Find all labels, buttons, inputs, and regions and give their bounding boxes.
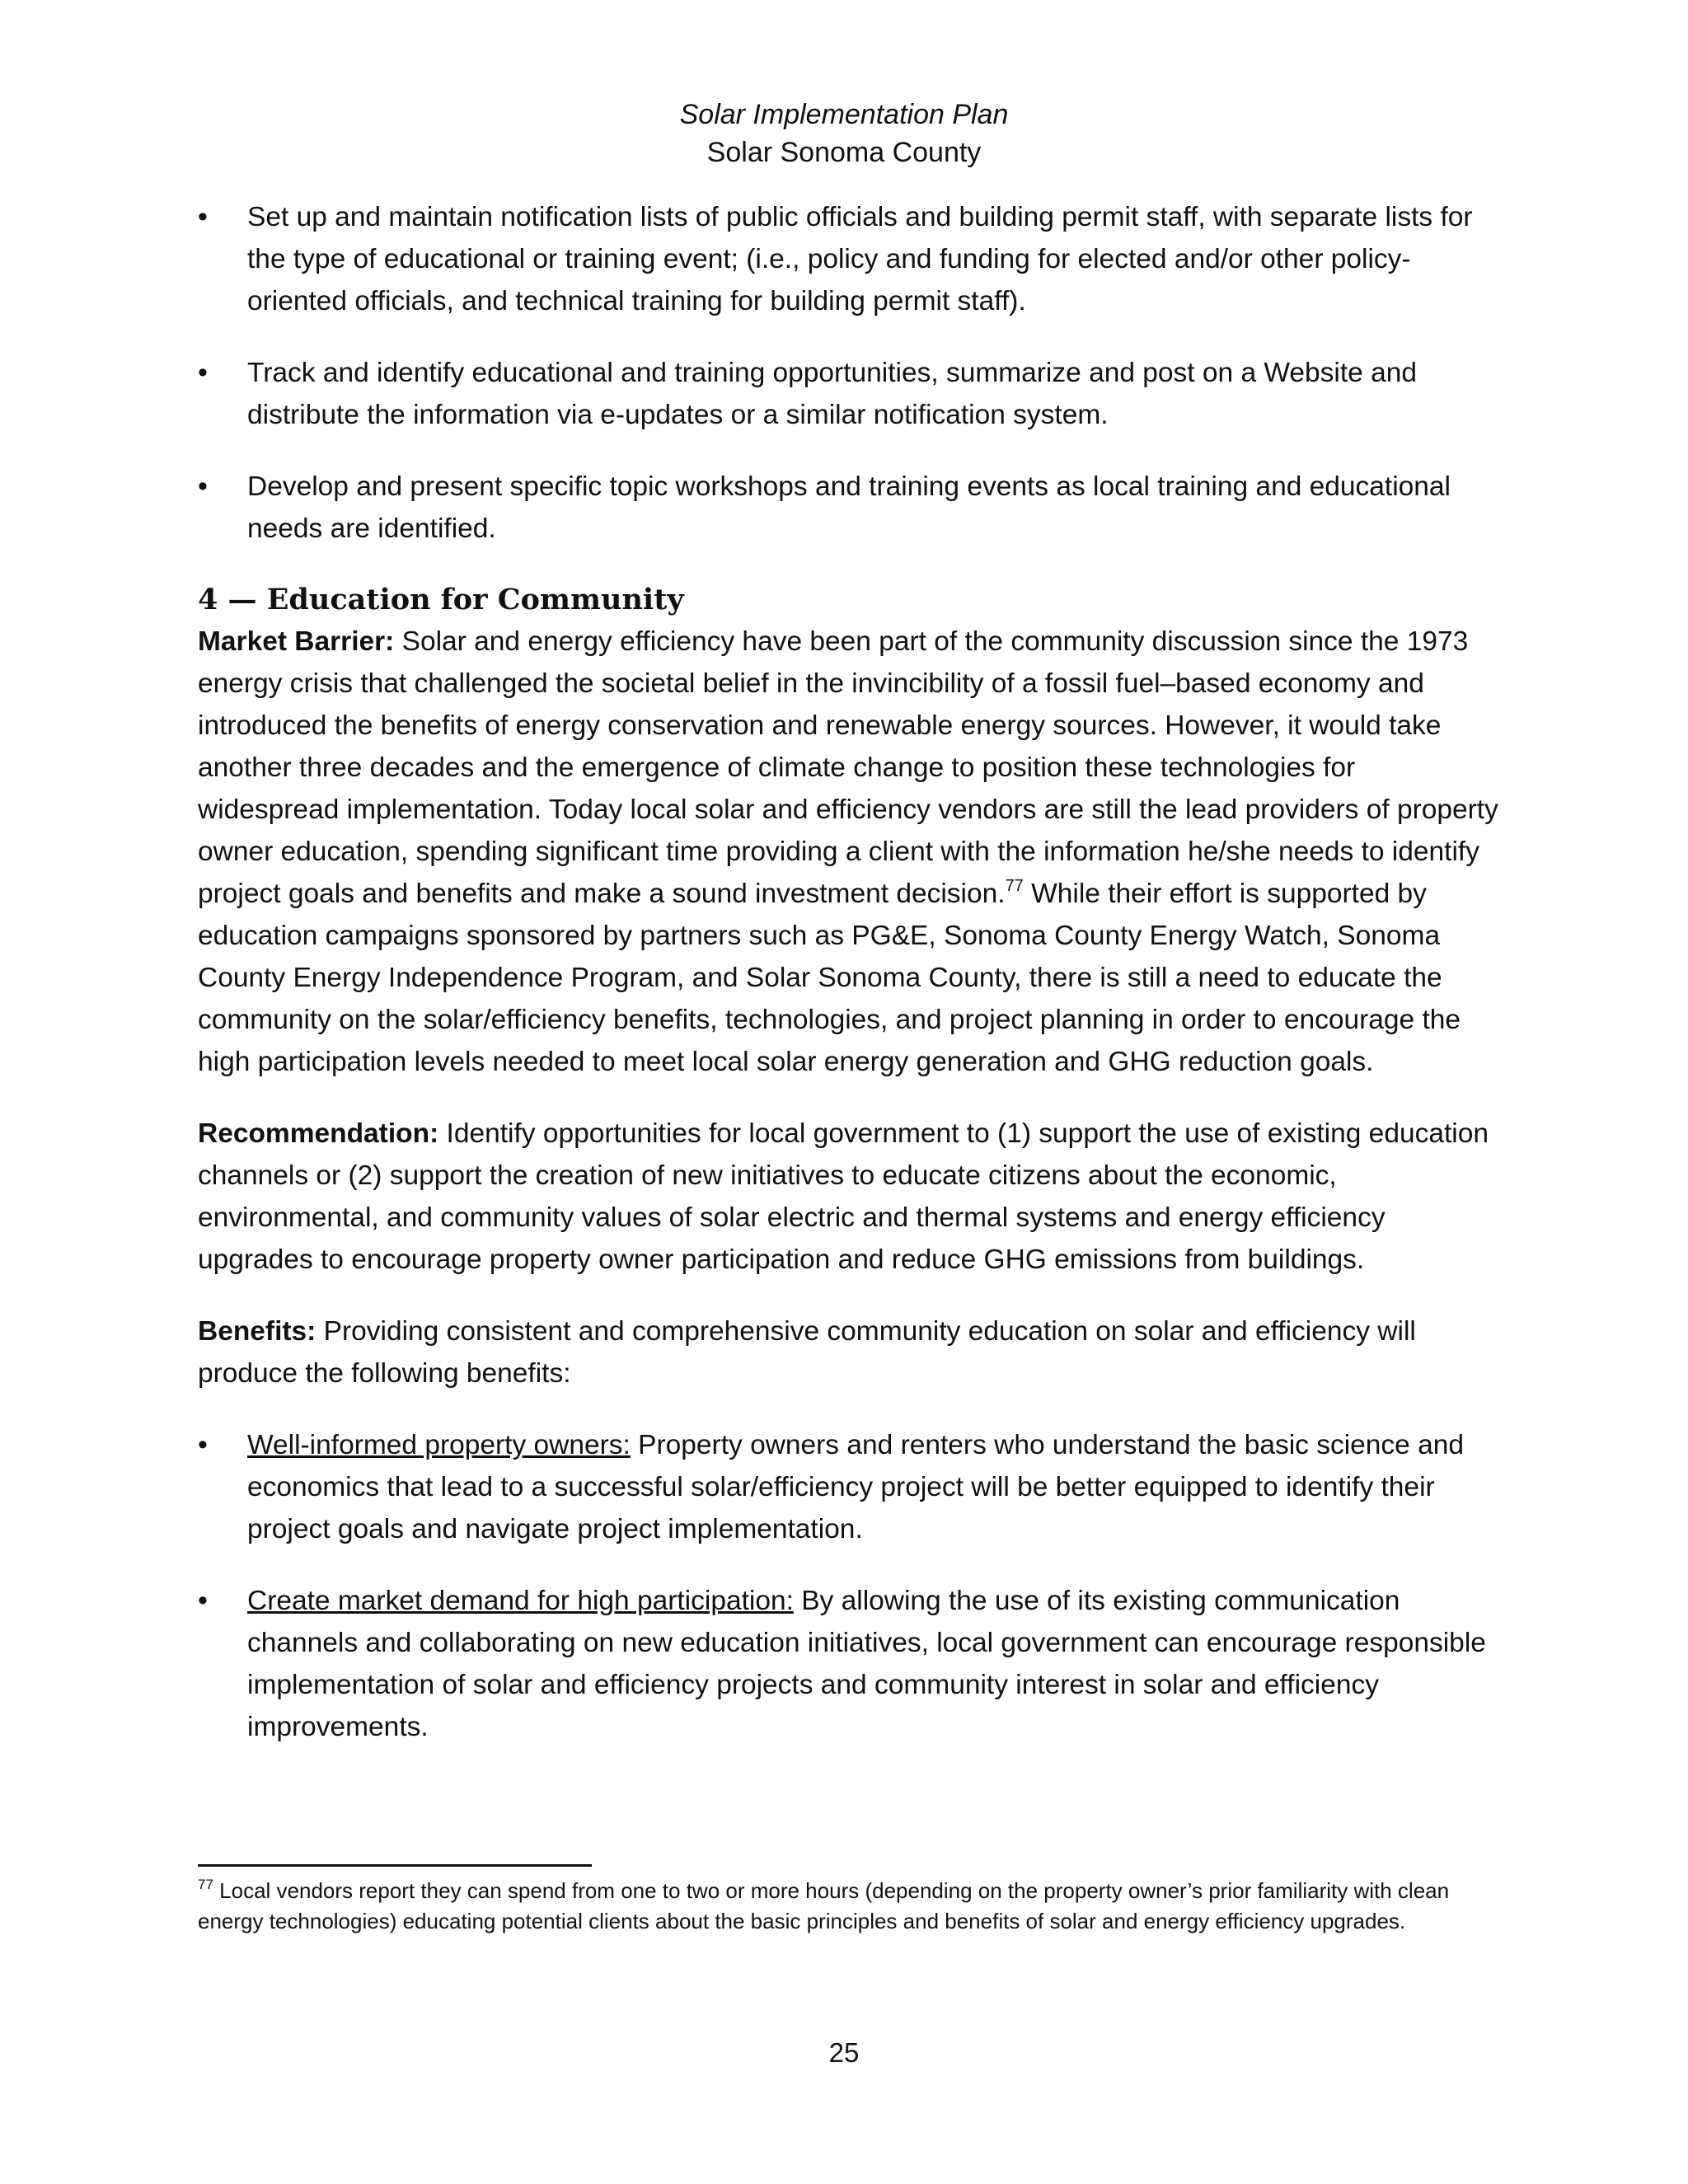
benefit-item-text: Property owners and renters who understand the basic science and economics that lead to a successful solar/efficiency project will be better equipped to identify their project goals and navigate project implementation. [247,1430,1465,1544]
benefit-item [198,1424,1500,1550]
footnote-reference[interactable]: 77 [1005,877,1024,895]
footnote-number: 77 [198,1877,213,1892]
header-title: Solar Implementation Plan [679,99,1009,130]
market-barrier-label: Market Barrier: [198,626,395,657]
benefit-item-text: By allowing the use of its existing communication channels and collaborating on new education initiatives, local government can encourage responsible implementation of solar and efficiency projects and community interest in solar and efficiency improvements. [247,1586,1486,1742]
bullet-item: • Set up and maintain notification lists of public officials and building permit staff, with separate lists for the type of educational or training event; (i.e., policy and funding for elected and/or other policy-oriented officials, and technical training for building permit staff). [198,196,1500,322]
bullet-item: • Develop and present specific topic workshops and training events as local training and educational needs are identified. [198,466,1500,550]
page-body [198,196,1500,1778]
header-subtitle: Solar Sonoma County [706,137,982,168]
page-number: 25 [828,2037,860,2068]
recommendation-paragraph [198,1113,1500,1281]
benefit-item [198,1580,1500,1748]
running-header [0,96,1688,171]
footnote-text: Local vendors report they can spend from one to two or more hours (depending on the property owner’s prior familiarity with clean energy technologies) educating potential clients about the basic principles and benefits of solar and energy efficiency upgrades. [198,1878,1450,1933]
market-barrier-text: Solar and energy efficiency have been part of the community discussion since the 1973 energy crisis that challenged the societal belief in the invincibility of a fossil fuel–based economy and introduced the benefits of energy conservation and renewable energy sources. However, it would take another three decades and the emergence of climate change to position these technologies for widespread implementation. Today local solar and efficiency vendors are still the lead providers of property owner education, spending significant time providing a client with the information he/she needs to identify project goals and benefits and make a sound investment decision. [198,626,1498,909]
market-barrier-paragraph [198,621,1500,1083]
benefit-item-title: Create market demand for high participation: [247,1586,794,1616]
footnote [198,1876,1500,1937]
recommendation-text: Identify opportunities for local government to (1) support the use of existing education channels or (2) support the creation of new initiatives to educate citizens about the economic, environmental, and community values of solar electric and thermal systems and energy efficiency upgrades to encourage property owner participation and reduce GHG emissions from buildings. [198,1118,1489,1275]
section-heading: 4 — Education for Community [198,583,684,616]
benefits-text: Providing consistent and comprehensive community education on solar and efficiency will produce the following benefits: [198,1316,1416,1389]
benefits-label: Benefits: [198,1316,316,1347]
market-barrier-text-continued: While their effort is supported by education campaigns sponsored by partners such as PG&E, Sonoma County Energy Watch, Sonoma County Energy Independence Program, and Solar Sonoma County, there is still a need to educate the community on the solar/efficiency benefits, technologies, and project planning in order to encourage the high participation levels needed to meet local solar energy generation and GHG reduction goals. [198,879,1461,1077]
footnote-separator [198,1864,592,1867]
benefits-paragraph [198,1310,1500,1394]
bullet-item: • Track and identify educational and training opportunities, summarize and post on a Website and distribute the information via e-updates or a similar notification system. [198,352,1500,436]
recommendation-label: Recommendation: [198,1118,439,1149]
benefit-item-title: Well-informed property owners: [247,1430,631,1460]
